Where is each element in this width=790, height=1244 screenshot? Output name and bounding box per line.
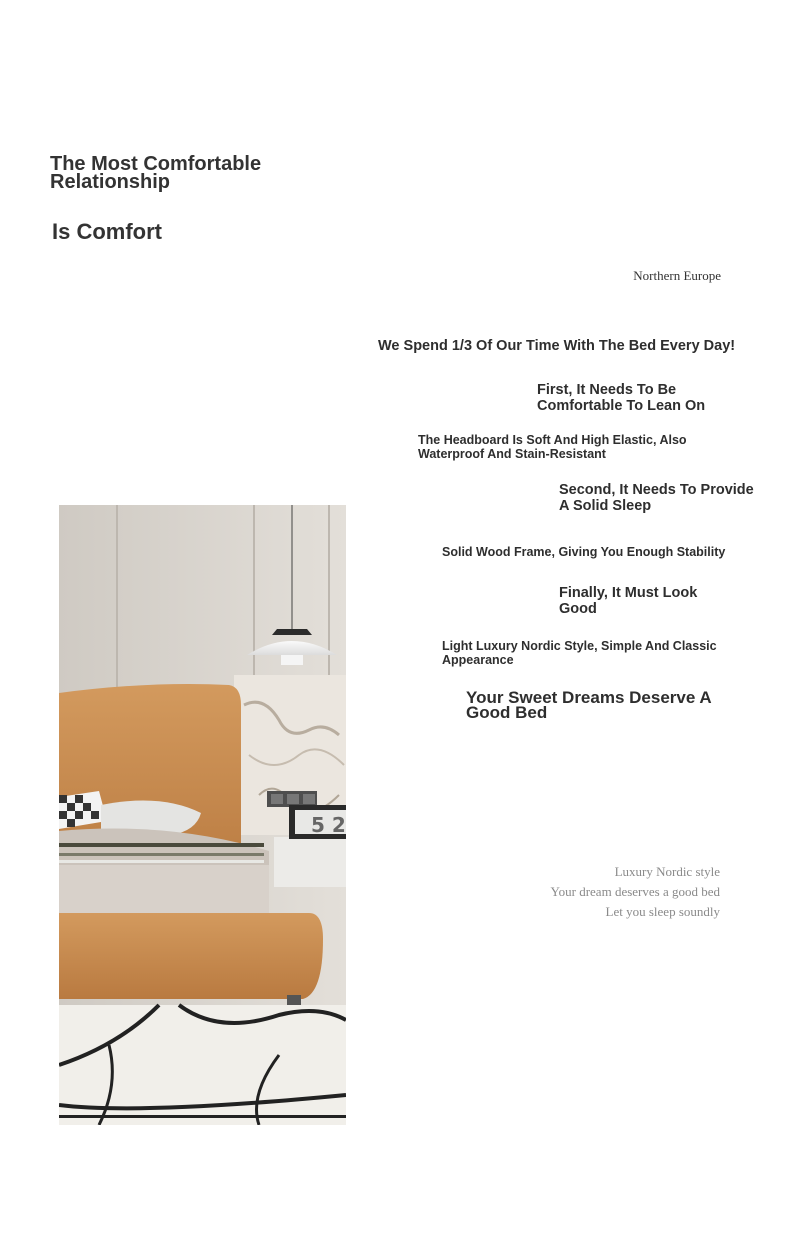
clock-digits: 5 2 [311,813,346,837]
closing-line1: Your Sweet Dreams Deserve A [466,688,712,707]
tagline-line3: Let you sleep soundly [605,904,720,919]
feature-1-desc-line2: Waterproof And Stain-Resistant [418,447,606,461]
bedroom-illustration [59,505,346,1125]
feature-2-title-line2: A Solid Sleep [559,498,652,514]
feature-3-title [559,585,697,617]
headline-line2: Relationship [50,171,171,193]
feature-2-desc-line1: Solid Wood Frame, Giving You Enough Stability [442,545,726,559]
feature-2-title [559,482,754,514]
headline-line1: The Most Comfortable [50,153,262,175]
intro-text: We Spend 1/3 Of Our Time With The Bed Every Day! [378,338,736,354]
feature-3-desc-line1: Light Luxury Nordic Style, Simple And Classic [442,639,717,653]
feature-3-desc [442,639,717,667]
feature-1-desc [418,433,687,461]
tagline-line1: Luxury Nordic style [614,864,720,879]
feature-2-title-line1: Second, It Needs To Provide [559,482,754,498]
feature-1-title [537,382,705,414]
feature-1-title-line1: First, It Needs To Be [537,382,677,398]
feature-3-title-line2: Good [559,601,597,617]
headline-line3: Is Comfort [52,219,162,244]
closing-text [466,690,712,720]
tagline [551,862,720,922]
feature-2-desc [442,545,725,559]
feature-1-desc-line1: The Headboard Is Soft And High Elastic, Also [418,433,687,447]
feature-1-title-line2: Comfortable To Lean On [537,398,706,414]
region-tag: Northern Europe [633,268,721,283]
tagline-line2: Your dream deserves a good bed [550,884,720,899]
closing-line2: Good Bed [466,703,548,722]
bedroom-photo [59,505,346,1125]
feature-3-desc-line2: Appearance [442,653,514,667]
feature-3-title-line1: Finally, It Must Look [559,585,698,601]
